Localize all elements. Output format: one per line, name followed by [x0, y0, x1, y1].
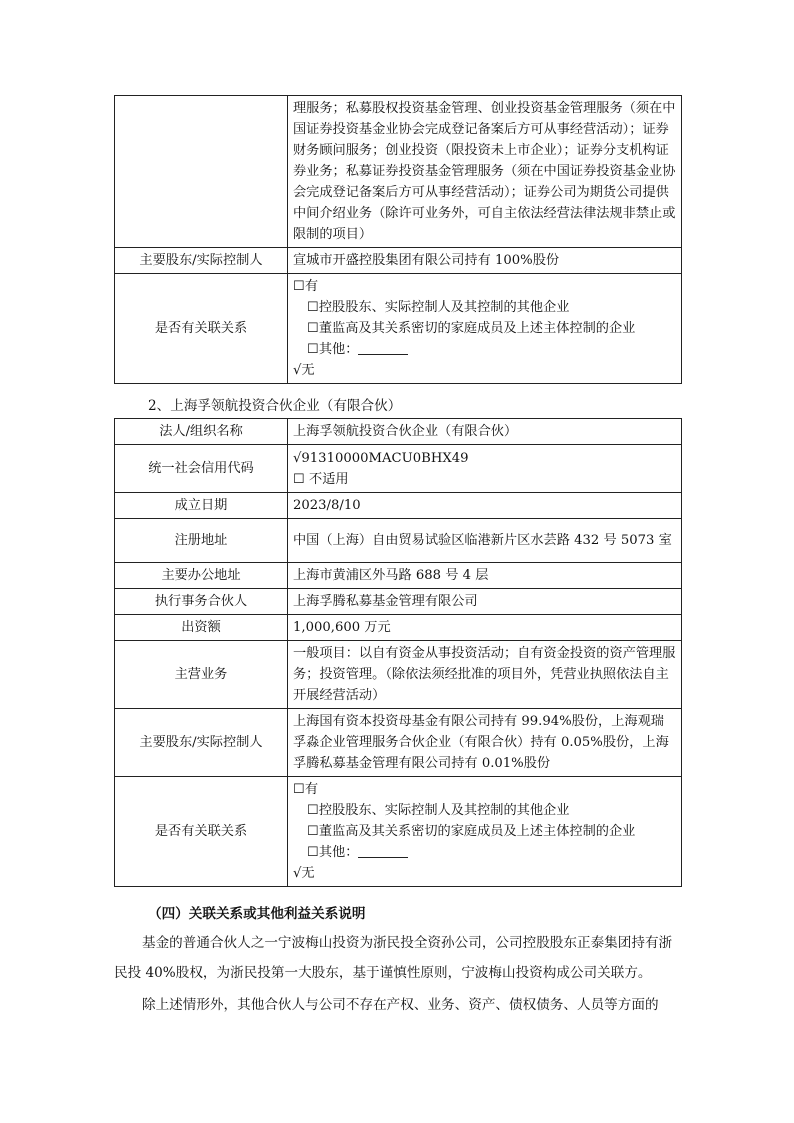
row-value	[288, 445, 682, 493]
table-row	[115, 274, 682, 384]
table-row	[115, 248, 682, 274]
shareholder-value: 宣城市开盛控股集团有限公司持有 100%股份	[288, 248, 682, 274]
option-controlling: ☐控股股东、实际控制人及其控制的其他企业	[307, 300, 570, 315]
option-other-label: ☐其他：	[307, 342, 359, 357]
table-row	[115, 563, 682, 589]
option-controlling: ☐控股股东、实际控制人及其控制的其他企业	[307, 803, 570, 818]
table-row	[115, 493, 682, 519]
table-row	[115, 615, 682, 641]
row-value: 1,000,600 万元	[288, 615, 682, 641]
option-yes: ☐有	[293, 782, 319, 797]
table-row	[115, 709, 682, 777]
row-label: 注册地址	[115, 519, 288, 563]
row-value: 上海国有资本投资母基金有限公司持有 99.94%股份，上海观瑞孚淼企业管理服务合伙企业（有限合伙）持有 0.05%股份，上海孚腾私募基金管理有限公司持有 0.01%股份	[288, 709, 682, 777]
partner-table-1	[114, 95, 682, 384]
table-row	[115, 445, 682, 493]
table-row	[115, 96, 682, 248]
row-value: 上海孚腾私募基金管理有限公司	[288, 589, 682, 615]
business-scope-cont: 理服务；私募股权投资基金管理、创业投资基金管理服务（须在中国证券投资基金业协会完成登记备案后方可从事经营活动）；证券财务顾问服务；创业投资（限投资未上市企业）；证券分支机构证券业务；私募证券投资基金管理服务（须在中国证券投资基金业协会完成登记备案后方可从事经营活动）；证券公司为期货公司提供中间介绍业务（除许可业务外，可自主依法经营法律法规非禁止或限制的项目）	[288, 96, 682, 248]
row-label: 出资额	[115, 615, 288, 641]
row-label: 执行事务合伙人	[115, 589, 288, 615]
blank-line	[358, 340, 408, 355]
paragraph-2: 除上述情形外，其他合伙人与公司不存在产权、业务、资产、债权债务、人员等方面的	[142, 997, 659, 1013]
credit-code: √91310000MACU0BHX49	[293, 450, 469, 466]
option-directors: ☐董监高及其关系密切的家庭成员及上述主体控制的企业	[307, 321, 636, 336]
section-title-2: 2、上海孚领航投资合伙企业（有限合伙）	[148, 398, 402, 414]
option-other-label: ☐其他：	[307, 845, 359, 860]
row-value: 2023/8/10	[288, 493, 682, 519]
row-label: 成立日期	[115, 493, 288, 519]
related-label: 是否有关联关系	[115, 274, 288, 384]
option-no: √无	[293, 363, 315, 378]
table-row	[115, 589, 682, 615]
option-other	[293, 842, 676, 863]
section-title-4: （四）关联关系或其他利益关系说明	[148, 906, 366, 922]
row-value: 一般项目：以自有资金从事投资活动；自有资金投资的资产管理服务；投资管理。（除依法须经批准的项目外，凭营业执照依法自主开展经营活动）	[288, 641, 682, 709]
row-value: 上海市黄浦区外马路 688 号 4 层	[288, 563, 682, 589]
not-applicable: ☐ 不适用	[293, 471, 349, 487]
table-row	[115, 519, 682, 563]
table-cell-empty	[115, 96, 288, 248]
partner-table-2	[114, 418, 682, 887]
row-label: 主营业务	[115, 641, 288, 709]
table-row	[115, 777, 682, 887]
related-label: 是否有关联关系	[115, 777, 288, 887]
related-options	[288, 274, 682, 384]
row-label: 法人/组织名称	[115, 419, 288, 445]
row-label: 主要办公地址	[115, 563, 288, 589]
row-value: 上海孚领航投资合伙企业（有限合伙）	[288, 419, 682, 445]
row-value: 中国（上海）自由贸易试验区临港新片区水芸路 432 号 5073 室	[288, 519, 682, 563]
option-directors: ☐董监高及其关系密切的家庭成员及上述主体控制的企业	[307, 824, 636, 839]
option-yes: ☐有	[293, 279, 319, 294]
row-label: 统一社会信用代码	[115, 445, 288, 493]
table-row	[115, 419, 682, 445]
blank-line	[358, 843, 408, 858]
paragraph-1: 基金的普通合伙人之一宁波梅山投资为浙民投全资孙公司，公司控股股东正泰集团持有浙民投 40%股权，为浙民投第一大股东，基于谨慎性原则，宁波梅山投资构成公司关联方。	[114, 935, 673, 981]
shareholder-label: 主要股东/实际控制人	[115, 248, 288, 274]
row-label: 主要股东/实际控制人	[115, 709, 288, 777]
option-no: √无	[293, 866, 315, 881]
table-row	[115, 641, 682, 709]
related-options	[288, 777, 682, 887]
option-other	[293, 339, 676, 360]
